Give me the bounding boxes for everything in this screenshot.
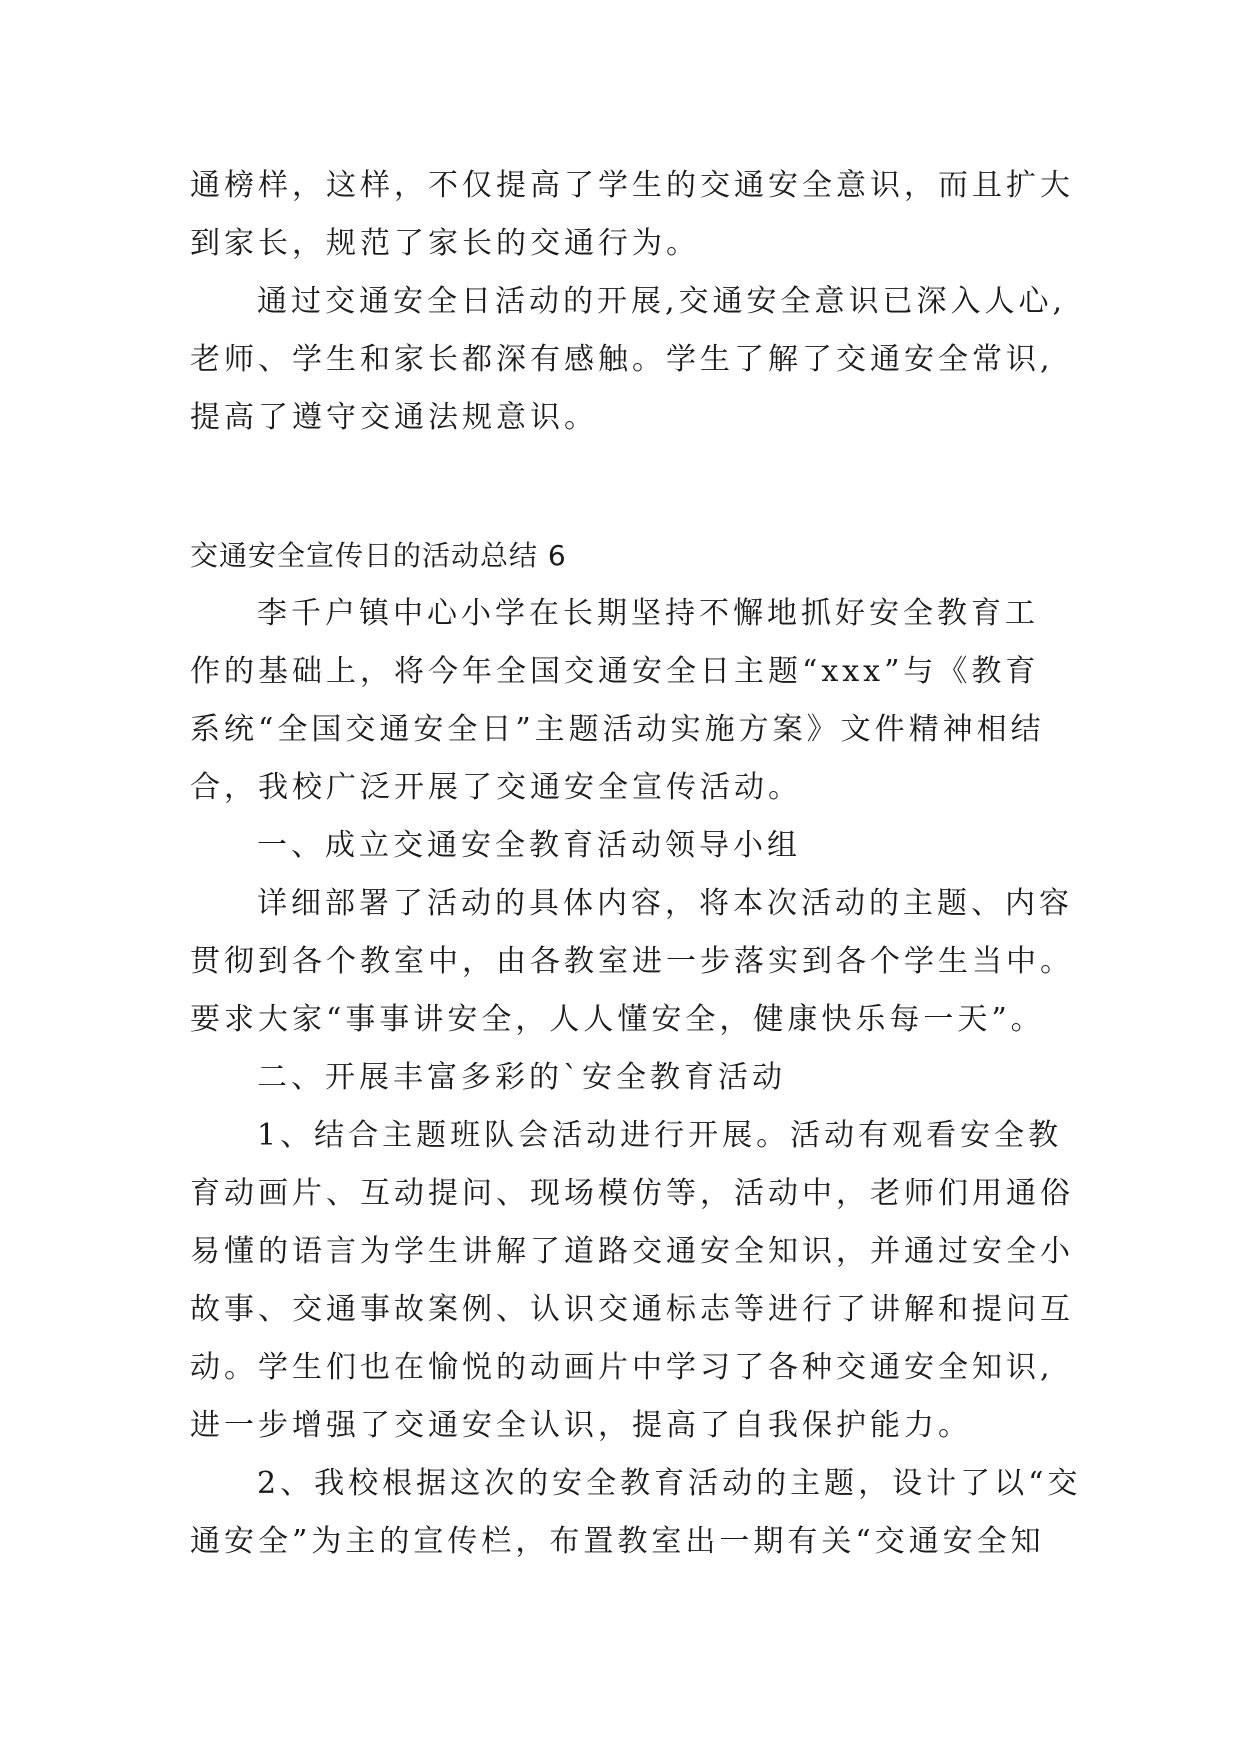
text-line: 系统“全国交通安全日”主题活动实施方案》文件精神相结 (190, 712, 1045, 747)
text-line: 进一步增强了交通安全认识，提高了自我保护能力。 (190, 1408, 972, 1443)
document-body (190, 157, 1090, 1571)
paragraph-item-1 (190, 875, 1090, 1049)
text-line: 合，我校广泛开展了交通安全宣传活动。 (190, 770, 802, 805)
text-line: 详细部署了活动的具体内容，将本次活动的主题、内容 (257, 886, 1073, 921)
paragraph-item-2-point-1 (190, 1107, 1090, 1455)
item-heading-1: 一、成立交通安全教育活动领导小组 (257, 828, 801, 863)
text-line: 育动画片、互动提问、现场模仿等，活动中，老师们用通俗 (190, 1176, 1074, 1211)
paragraph-continuation (190, 157, 1090, 273)
item-heading-2: 二、开展丰富多彩的`安全教育活动 (257, 1060, 786, 1095)
paragraph-summary (190, 273, 1090, 447)
text-line: 到家长，规范了家长的交通行为。 (190, 226, 700, 261)
section-spacer (190, 447, 1090, 527)
text-line: 李千户镇中心小学在长期坚持不懈地抓好安全教育工 (257, 596, 1039, 631)
text-line: 故事、交通事故案例、认识交通标志等进行了讲解和提问互 (190, 1292, 1074, 1327)
text-line: 1、结合主题班队会活动进行开展。活动有观看安全教 (257, 1118, 1063, 1153)
text-line: 通榜样，这样，不仅提高了学生的交通安全意识，而且扩大 (190, 168, 1074, 203)
paragraph-intro (190, 585, 1090, 817)
text-line: 易懂的语言为学生讲解了道路交通安全知识，并通过安全小 (190, 1234, 1074, 1269)
paragraph-item-2-point-2 (190, 1455, 1090, 1571)
text-line: 要求大家“事事讲安全，人人懂安全，健康快乐每一天”。 (190, 1002, 1045, 1037)
section-title: 交通安全宣传日的活动总结 6 (190, 539, 567, 572)
text-line: 提高了遵守交通法规意识。 (190, 400, 598, 435)
text-line: 动。学生们也在愉悦的动画片中学习了各种交通安全知识, (190, 1350, 1054, 1385)
text-line: 通过交通安全日活动的开展,交通安全意识已深入人心, (257, 284, 1067, 319)
text-line: 贯彻到各个教室中，由各教室进一步落实到各个学生当中。 (190, 944, 1074, 979)
text-line: 作的基础上，将今年全国交通安全日主题“xxx”与《教育 (190, 654, 1040, 689)
text-line: 通安全”为主的宣传栏，布置教室出一期有关“交通安全知 (190, 1524, 1045, 1559)
text-line: 2、我校根据这次的安全教育活动的主题，设计了以“交 (257, 1466, 1082, 1501)
text-line: 老师、学生和家长都深有感触。学生了解了交通安全常识, (190, 342, 1054, 377)
